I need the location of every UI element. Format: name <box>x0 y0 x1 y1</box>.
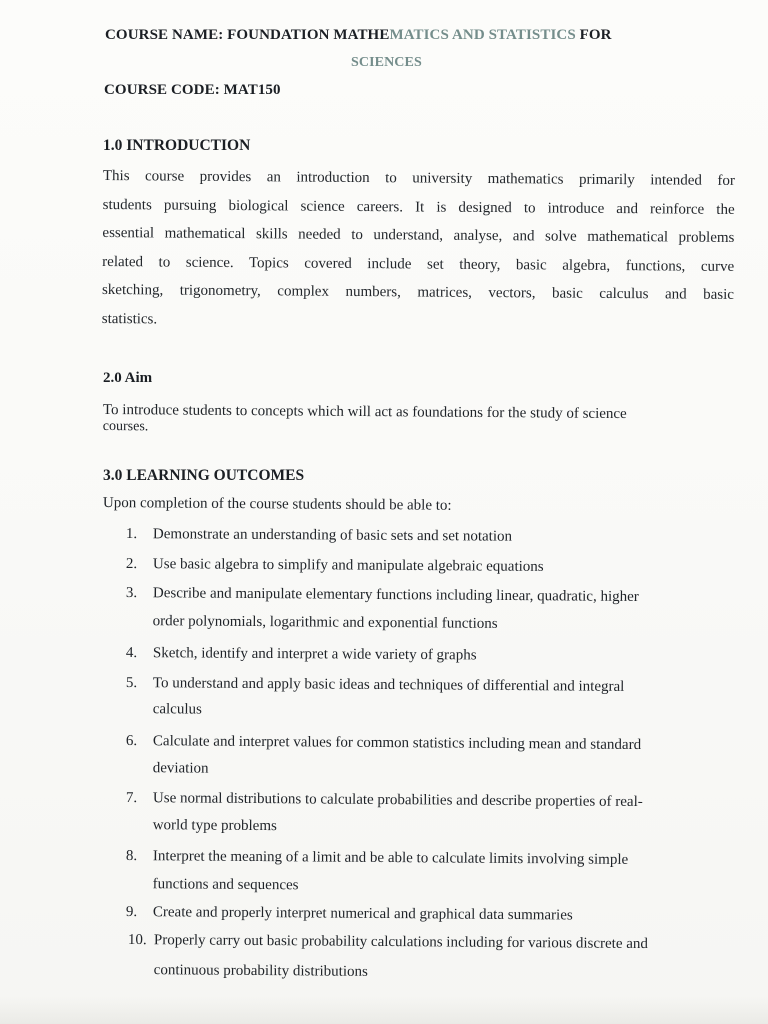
course-name-suffix: FOR <box>575 27 612 43</box>
outcome-text-continued: world type problems <box>152 817 277 835</box>
outcome-number: 4. <box>125 645 138 662</box>
outcome-number: 7. <box>125 790 138 807</box>
outcome-text: Describe and manipulate elementary functions including linear, quadratic, higher <box>152 585 639 606</box>
learning-outcomes-intro: Upon completion of the course students should be able to: <box>102 495 452 514</box>
outcome-text-continued: calculus <box>152 701 202 718</box>
outcome-number: 5. <box>125 675 138 692</box>
outcome-text: Use basic algebra to simplify and manipulate algebraic equations <box>152 556 544 575</box>
outcome-text: Create and properly interpret numerical and graphical data summaries <box>152 904 573 924</box>
aim-heading: 2.0 Aim <box>103 370 153 386</box>
course-name-prefix: COURSE NAME: FOUNDATION MATHE <box>105 27 390 43</box>
aim-text-line: To introduce students to concepts which will act as foundations for the study of science <box>102 402 627 423</box>
outcome-number: 1. <box>125 526 138 543</box>
outcome-text: Interpret the meaning of a limit and be able to calculate limits involving simple <box>152 848 629 868</box>
introduction-line: This course provides an introduction to university mathematics primarily intended for <box>102 167 735 189</box>
outcome-text-continued: order polynomials, logarithmic and exponential functions <box>152 613 498 632</box>
introduction-line: statistics. <box>101 310 158 327</box>
aim-text-line: courses. <box>102 418 149 435</box>
outcome-text: Use normal distributions to calculate probabilities and describe properties of real- <box>152 790 643 811</box>
introduction-line: sketching, trigonometry, complex numbers, matrices, vectors, basic calculus and basic <box>101 281 735 303</box>
introduction-heading: 1.0 INTRODUCTION <box>103 137 251 154</box>
course-name-line2: SCIENCES <box>351 55 422 70</box>
outcome-text: Calculate and interpret values for common statistics including mean and standard <box>152 733 642 754</box>
outcome-number: 6. <box>125 733 138 750</box>
course-code: COURSE CODE: MAT150 <box>104 82 281 98</box>
introduction-paragraph <box>102 162 735 338</box>
course-name-line1 <box>105 27 612 44</box>
outcome-number: 10. <box>127 931 147 949</box>
outcome-number: 2. <box>125 556 138 573</box>
outcome-number: 9. <box>125 904 138 921</box>
aim-text <box>103 402 627 439</box>
outcome-text-continued: continuous probability distributions <box>153 962 368 980</box>
outcome-text: Properly carry out basic probability calculations including for various discrete and <box>153 932 649 953</box>
introduction-line: related to science. Topics covered include set theory, basic algebra, functions, curve <box>102 253 735 275</box>
learning-outcomes-heading: 3.0 LEARNING OUTCOMES <box>103 467 305 484</box>
introduction-line: students pursuing biological science careers. It is designed to introduce and reinforce the <box>102 196 735 218</box>
outcome-text: Demonstrate an understanding of basic sets and set notation <box>152 526 513 545</box>
outcome-text: To understand and apply basic ideas and techniques of differential and integral <box>152 675 625 695</box>
outcome-text-continued: functions and sequences <box>152 876 299 894</box>
outcome-number: 8. <box>125 848 138 865</box>
outcome-text-continued: deviation <box>152 760 209 777</box>
course-name-faded: MATICS AND STATISTICS <box>389 27 576 43</box>
outcome-text: Sketch, identify and interpret a wide variety of graphs <box>152 645 477 664</box>
introduction-line: essential mathematical skills needed to understand, analyse, and solve mathematical problems <box>102 224 735 246</box>
outcome-number: 3. <box>125 585 138 602</box>
